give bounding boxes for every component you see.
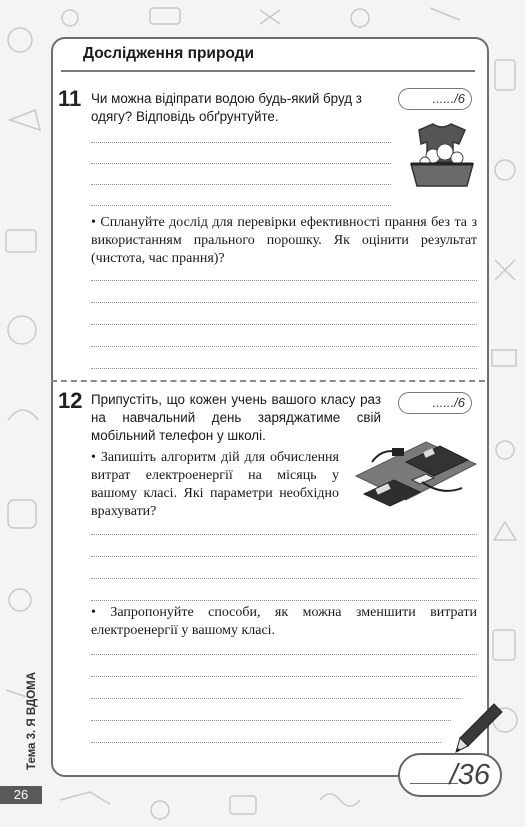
answer-line[interactable] bbox=[91, 163, 391, 164]
page-title: Дослідження природи bbox=[83, 45, 255, 62]
answer-line[interactable] bbox=[91, 600, 477, 601]
answer-line[interactable] bbox=[91, 346, 477, 347]
answer-line[interactable] bbox=[91, 720, 451, 721]
task-11-score-field[interactable]: ....../6 bbox=[398, 88, 472, 110]
answer-line[interactable] bbox=[91, 578, 477, 579]
answer-line[interactable] bbox=[91, 368, 477, 369]
answer-line[interactable] bbox=[91, 142, 391, 143]
answer-line[interactable] bbox=[91, 280, 477, 281]
answer-line[interactable] bbox=[91, 676, 477, 677]
task-11-number: 11 bbox=[58, 86, 82, 111]
task-12-bullet-1: • Запишіть алгоритм дій для обчислення витрат електроенергії на місяць у вашому класі. Які параметри необхідно врахувати? bbox=[91, 450, 339, 519]
pencil-icon bbox=[450, 700, 506, 756]
task-12-score-field[interactable]: ....../6 bbox=[398, 392, 472, 414]
total-score-field[interactable] bbox=[398, 753, 502, 797]
page-number: 26 bbox=[0, 786, 42, 804]
answer-line[interactable] bbox=[91, 654, 477, 655]
answer-line[interactable] bbox=[91, 324, 477, 325]
task-12-bullet-2: • Запропонуйте способи, як можна зменшити витрати електроенергії у вашому класі. bbox=[91, 605, 477, 638]
answer-line[interactable] bbox=[91, 556, 477, 557]
header-bar bbox=[61, 44, 475, 72]
answer-line[interactable] bbox=[91, 302, 477, 303]
task-12-number: 12 bbox=[58, 388, 83, 413]
answer-line[interactable] bbox=[91, 205, 391, 206]
task-divider bbox=[51, 380, 485, 382]
task-11-question: Чи можна відіпрати водою будь-який бруд з одягу? Відповідь обґрунтуйте. bbox=[91, 91, 362, 124]
laundry-basin-icon bbox=[403, 120, 481, 192]
phone-charger-icon bbox=[352, 432, 478, 524]
answer-line[interactable] bbox=[91, 534, 477, 535]
task-12-question: Припустіть, що кожен учень вашого класу раз на навчальний день заряджатиме свій мобільний телефон у школі. bbox=[91, 392, 381, 443]
total-score: /36 bbox=[449, 759, 490, 791]
answer-line[interactable] bbox=[91, 184, 391, 185]
answer-line[interactable] bbox=[91, 742, 441, 743]
answer-line[interactable] bbox=[91, 698, 461, 699]
task-11-bullet: • Сплануйте дослід для перевірки ефективності прання без та з використанням прального порошку. Як оцінити результат (чистота, час прання)? bbox=[91, 215, 477, 266]
topic-side-label: Тема 3. Я ВДОМА bbox=[26, 671, 38, 770]
